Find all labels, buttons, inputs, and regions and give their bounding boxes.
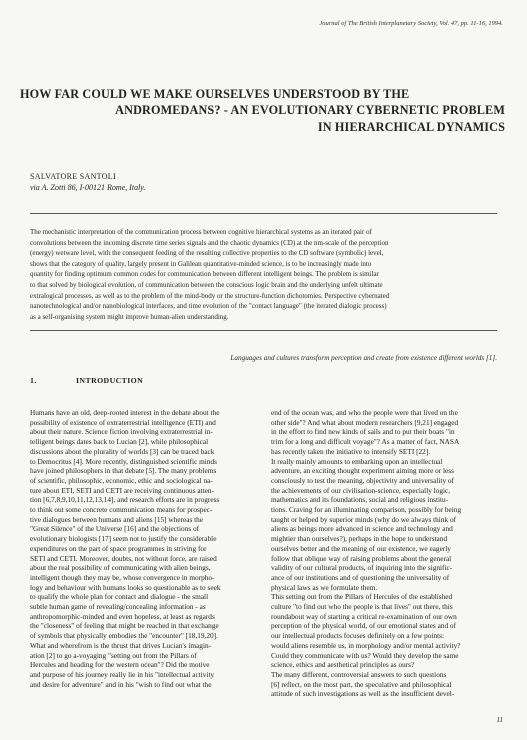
abstract-line: (energy) wetware level, with the consequent feeding of the resulting collective properties to the CD software (symbolic) level, xyxy=(30,249,384,258)
body-text-line: discussions about the plurality of worlds [3] can be traced back xyxy=(30,446,215,456)
body-text-line: perception of the physical world, of our emotional states and of xyxy=(271,621,457,631)
body-text-line: have joined philosophers in that debate [5]. The many problems xyxy=(30,466,217,476)
author-affiliation: via A. Zotti 86, I-00121 Rome, Italy. xyxy=(30,183,146,192)
body-text-line: [6] reflect, on the most part, the speculative and philosophical xyxy=(271,679,452,689)
body-text-line: aliens as beings more advanced in science and technology and xyxy=(271,524,453,534)
abstract-line: to that solved by biological evolution, of communication between the conscious logic brain and the underlying unfelt ultimate xyxy=(30,280,383,289)
title-line: IN HIERARCHICAL DYNAMICS xyxy=(317,119,505,134)
body-text-line: intelligent though they may be, whose convergence in morpho- xyxy=(30,572,215,582)
body-text-line: anthropomorphic-minded and even hopeless, at least as regards xyxy=(30,611,215,621)
body-text-line: taught or helped by superior minds (why do we always think of xyxy=(271,514,457,524)
body-text-line: expenditures on the part of space programmes in striving for xyxy=(30,543,207,553)
body-text-line: roundabout way of starting a critical re-examination of our own xyxy=(271,611,457,621)
body-text-line: science, ethics and aesthetical principles as ours? xyxy=(271,660,415,670)
body-text-line: possibility of existence of extraterrestrial intelligence (ETI) and xyxy=(30,417,216,427)
author-name: SALVATORE SANTOLI xyxy=(30,172,116,181)
body-text-line: would aliens resemble us, in morphology and/or mental activity? xyxy=(271,640,461,650)
abstract-line: The mechanistic interpretation of the communication process between cognitive hierarchical systems as an iterated pair of xyxy=(30,228,372,236)
body-text-line: of scientific, philosophic, economic, ethic and sociological na- xyxy=(30,475,213,485)
body-text-line: other side"? And what about modern researchers [9,21] engaged xyxy=(271,417,459,427)
body-text-line: attitude of such investigations as well as the insufficient devel- xyxy=(271,689,455,699)
body-text-line: ation [2] to go a-voyaging "setting out from the Pillars of xyxy=(30,650,197,660)
body-text-line: mathematics and its foundations, social and religious institu- xyxy=(271,495,449,505)
journal-citation: Journal of The British Interplanetary Society, Vol. 47, pp. 11-16, 1994. xyxy=(319,20,503,27)
body-text-line: tion [6,7,8,9,10,11,12,13,14], and research efforts are in progress xyxy=(30,495,220,505)
body-text-line: our intellectual products focuses definitely on a few points: xyxy=(271,631,445,641)
abstract xyxy=(30,227,497,322)
body-text-line: "Great Silence" of the Universe [16] and the objections of xyxy=(30,524,200,534)
body-text-line: follow that oblique way of raising problems about the general xyxy=(271,553,452,563)
body-text-line: It really mainly amounts to embarking upon an intellectual xyxy=(271,456,443,466)
body-text-line: and desire for adventure" and in his "wish to find out what the xyxy=(30,679,212,689)
abstract-line: nanotechnological and/or nanobiological interfaces, and time evolution of the "contact language" (the iterated dialogic process) xyxy=(30,302,387,311)
title-line: HOW FAR COULD WE MAKE OURSELVES UNDERSTOOD BY THE xyxy=(20,87,410,101)
body-text-line: telligent beings dates back to Lucian [2], while philosophical xyxy=(30,437,209,447)
body-text-line: to Democritus [4]. More recently, distinguished scientific minds xyxy=(30,456,217,466)
author-block xyxy=(30,171,145,193)
body-text-line: physical laws as we formulate them. xyxy=(271,582,378,592)
abstract-line: quantity for finding optimum common codes for communication between different intelligent beings. The problem is similar xyxy=(30,270,379,279)
abstract-line: shows that the category of quality, largely present in Galilean quantitative-minded science, is to be increasingly made into xyxy=(30,259,372,268)
body-text-line: about their nature. Science fiction involving extraterrestrial in- xyxy=(30,427,213,437)
body-text-line: tive dialogues between humans and aliens [15] whereas the xyxy=(30,514,204,524)
body-text-line: adventure, an exciting thought experiment aiming more or less xyxy=(271,466,454,476)
abstract-line: convolutions between the incoming discrete time series signals and the chaotic dynamics (CD) at the nm-scale of the perception xyxy=(30,238,389,247)
body-text-line: end of the ocean was, and who the people were that lived on the xyxy=(271,408,458,417)
abstract-top-rule xyxy=(30,213,497,214)
body-text-line: subtle human game of revealing/concealing information - as xyxy=(30,602,206,612)
body-text-line: validity of our cultural products, of inquiring into the signific- xyxy=(271,563,453,573)
body-text-line: Humans have an old, deep-rooted interest in the debate about the xyxy=(30,408,220,417)
body-text-line: tions. Craving for an illuminating comparison, possibly for being xyxy=(271,505,462,515)
body-text-line: to qualify the whole plan for contact and dialogue - the small xyxy=(30,592,209,602)
body-text-line: the "closeness" of feeling that might be reached in that exchange xyxy=(30,621,219,631)
body-text-line: has recently taken the initiative to intensify SETI [22]. xyxy=(271,446,431,456)
abstract-bottom-rule xyxy=(30,330,497,331)
body-text-line: What and wherefrom is the thrust that drives Lucian's imagin- xyxy=(30,640,212,650)
body-text-line: evolutionary biologists [17] seem not to justify the considerable xyxy=(30,534,217,544)
body-text-line: ture about ETI, SETI and CETI are receiving continuous atten- xyxy=(30,485,214,495)
body-text-line: ourselves better and the meaning of our existence, we eagerly xyxy=(271,543,451,553)
body-text-line: trim for a long and difficult voyage"? As a matter of fact, NASA xyxy=(271,437,460,447)
abstract-line: as a self-organising system might improve human-alien understanding. xyxy=(30,312,229,321)
body-text-line: mightier than ourselves?), perhaps in the hope to understand xyxy=(271,534,448,544)
body-text-line: The many different, controversial answers to such questions xyxy=(271,669,447,679)
epigraph: Languages and cultures transform perception and create from existence different worlds [1]. xyxy=(230,354,497,362)
body-text-line: about the real possibility of communicating with alien beings, xyxy=(30,563,211,573)
body-text-line: Could they communicate with us? Would they develop the same xyxy=(271,650,459,660)
body-text-line: the achievements of our civilisation-science, especially logic, xyxy=(271,485,451,495)
body-column-left xyxy=(30,408,260,689)
body-text-line: SETI and CETI. Moreover, doubts, not without force, are raised xyxy=(30,553,217,563)
section-number: 1. xyxy=(30,376,37,385)
body-text-line: of symbols that physically embodies the "encounter" [18,19,20]. xyxy=(30,631,218,641)
section-title: INTRODUCTION xyxy=(76,376,144,385)
page-number: 11 xyxy=(496,716,503,724)
paper-title xyxy=(20,86,505,135)
body-text-line: This setting out from the Pillars of Hercules of the established xyxy=(271,592,453,602)
body-text-line: to think out some concrete communication means for prospec- xyxy=(30,505,213,515)
section-heading xyxy=(30,376,143,385)
abstract-line: extralogical processes, as well as to the problem of the mind-body or the structure-function dichotomies. Perspective cybernated xyxy=(30,291,390,300)
body-column-right xyxy=(271,408,501,699)
body-text-line: Hercules and heading for the western ocean"? Did the motive xyxy=(30,660,210,670)
body-text-line: in the effort to find new kinds of sails and to put their boats "in xyxy=(271,427,455,437)
body-text-line: culture "to find out who the people is that lives" out there, this xyxy=(271,602,453,612)
body-text-line: logy and behaviour with humans looks so questionable as to seek xyxy=(30,582,221,592)
body-text-line: and purpose of his journey really lie in his "intellectual activity xyxy=(30,669,215,679)
title-line: ANDROMEDANS? - AN EVOLUTIONARY CYBERNETIC PROBLEM xyxy=(115,103,505,118)
body-text-line: consciously to test the meaning, objectivity and universality of xyxy=(271,475,454,485)
body-text-line: ance of our institutions and of questioning the universality of xyxy=(271,572,450,582)
